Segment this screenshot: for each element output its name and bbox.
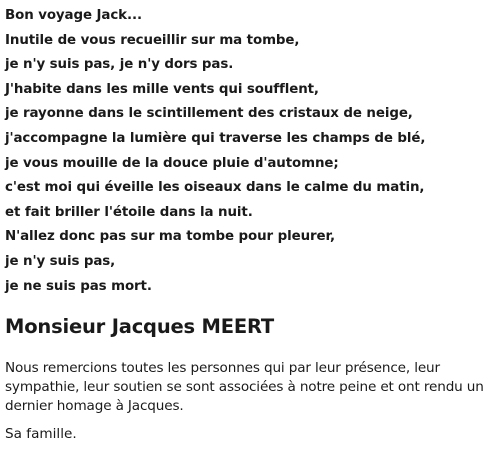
- poem-line-10: N'allez donc pas sur ma tombe pour pleurer,: [5, 229, 336, 245]
- deceased-name-heading: Monsieur Jacques MEERT: [5, 315, 275, 338]
- poem-line-12: je ne suis pas mort.: [5, 278, 152, 294]
- poem-line-1: Bon voyage Jack...: [5, 8, 142, 23]
- poem-line-7: je vous mouille de la douce pluie d'automne;: [5, 155, 339, 171]
- poem-line-3: je n'y suis pas, je n'y dors pas.: [5, 57, 234, 73]
- family-signature: Sa famille.: [5, 426, 77, 442]
- poem-line-9: et fait briller l'étoile dans la nuit.: [5, 204, 253, 220]
- poem-line-2: Inutile de vous recueillir sur ma tombe,: [5, 32, 300, 48]
- poem-line-5: je rayonne dans le scintillement des cristaux de neige,: [5, 106, 413, 122]
- poem-line-8: c'est moi qui éveille les oiseaux dans le calme du matin,: [5, 180, 425, 196]
- poem: [5, 4, 497, 299]
- poem-line-4: J'habite dans les mille vents qui soufflent,: [5, 81, 319, 97]
- poem-line-11: je n'y suis pas,: [5, 253, 116, 269]
- thanks-paragraph: Nous remercions toutes les personnes qui par leur présence, leur sympathie, leur soutien se sont associées à notre peine et ont rendu un dernier homage à Jacques.: [5, 360, 484, 414]
- poem-line-6: j'accompagne la lumière qui traverse les champs de blé,: [5, 130, 426, 146]
